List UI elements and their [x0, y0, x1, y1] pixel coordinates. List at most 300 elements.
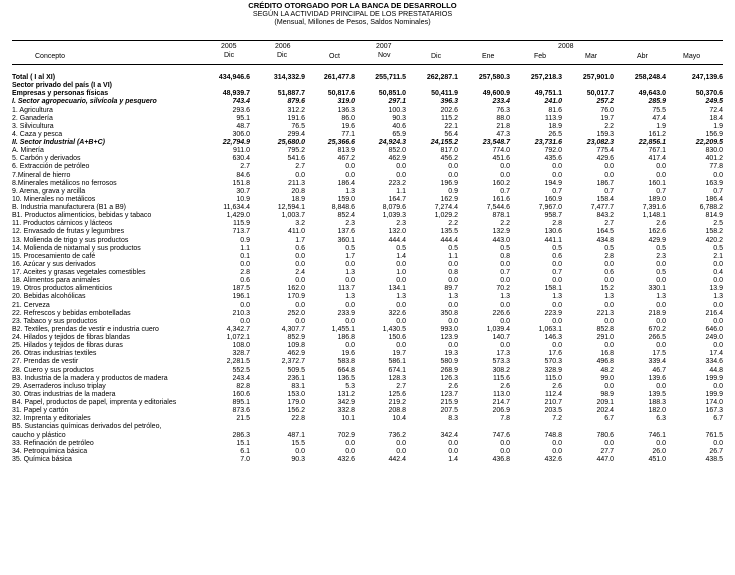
row-value: 0.0 — [604, 171, 614, 179]
row-value: 159.3 — [596, 130, 614, 138]
row-value: 0.0 — [713, 342, 723, 350]
row-value: 160.9 — [544, 195, 562, 203]
row-value: 434,946.6 — [218, 74, 250, 81]
row-value: 339.4 — [648, 358, 666, 366]
row-value: 736.2 — [388, 431, 406, 439]
row-value: 2.7 — [604, 220, 614, 228]
row-label: 6. Extracción de petróleo — [12, 163, 90, 171]
row-value: 432.6 — [337, 455, 355, 463]
row-label: 19. Otros productos alimenticios — [12, 285, 112, 293]
table-row — [12, 448, 723, 456]
row-value: 90.3 — [291, 455, 305, 463]
row-value: 0.5 — [448, 244, 458, 252]
row-value: 136.3 — [337, 106, 355, 114]
row-value: 334.6 — [705, 358, 723, 366]
row-value: 0.0 — [396, 301, 406, 309]
row-label: 21. Cerveza — [12, 301, 50, 309]
row-value: 0.7 — [656, 187, 666, 195]
row-value: 77.1 — [341, 130, 355, 138]
row-value: 293.6 — [232, 106, 250, 114]
row-value: 1,148.1 — [642, 212, 666, 220]
row-value: 646.0 — [705, 325, 723, 333]
table-row — [12, 399, 723, 407]
row-value: 0.0 — [656, 171, 666, 179]
row-value: 2.1 — [713, 252, 723, 260]
row-value: 65.9 — [392, 130, 406, 138]
row-value: 447.0 — [596, 455, 614, 463]
row-value: 170.9 — [287, 293, 305, 301]
row-value: 167.3 — [705, 407, 723, 415]
row-value: 19.7 — [392, 350, 406, 358]
row-value: 17.5 — [652, 350, 666, 358]
row-value: 21.5 — [236, 415, 250, 423]
row-value: 99.0 — [600, 374, 614, 382]
row-value: 22,209.5 — [695, 139, 723, 146]
row-value: 7.0 — [240, 455, 250, 463]
row-value: 89.7 — [444, 285, 458, 293]
row-value: 0.4 — [713, 269, 723, 276]
row-value: 0.0 — [552, 171, 562, 179]
row-value: 208.8 — [388, 407, 406, 415]
row-value: 0.0 — [345, 277, 355, 285]
row-value: 0.7 — [552, 269, 562, 276]
row-value: 7,477.7 — [590, 204, 614, 211]
row-label: 14. Molienda de nixtamal y sus productos — [12, 244, 141, 252]
row-value — [406, 423, 458, 431]
row-label: 17. Aceites y grasas vegetales comestibles — [12, 269, 146, 276]
row-value — [666, 423, 723, 431]
row-value: 7,391.6 — [642, 204, 666, 211]
row-value: 23,082.3 — [586, 139, 614, 146]
row-value: 285.9 — [648, 98, 666, 106]
table-row — [12, 334, 723, 342]
row-value: 2.8 — [552, 220, 562, 228]
row-value: 187.5 — [232, 285, 250, 293]
row-value: 1.9 — [713, 122, 723, 130]
row-value: 1,455.1 — [331, 325, 355, 333]
row-value: 843.2 — [596, 212, 614, 220]
row-value: 2.6 — [656, 220, 666, 228]
row-value: 1,039.3 — [382, 212, 406, 220]
month-header-oct: Oct — [329, 53, 340, 60]
table-row — [12, 204, 723, 212]
row-value: 81.6 — [548, 106, 562, 114]
row-value: 191.6 — [287, 114, 305, 122]
row-value: 40.6 — [392, 122, 406, 130]
row-label: 23. Tabaco y sus productos — [12, 317, 98, 325]
row-value: 0.8 — [500, 252, 510, 260]
row-value: 21.8 — [496, 122, 510, 130]
row-value: 86.0 — [341, 114, 355, 122]
row-value: 1.3 — [448, 293, 458, 301]
table-row — [12, 269, 723, 277]
row-value: 47.3 — [496, 130, 510, 138]
row-value: 0.0 — [713, 382, 723, 390]
table-row — [12, 115, 723, 123]
row-value: 22.8 — [291, 415, 305, 423]
month-header-mar: Mar — [585, 53, 598, 60]
row-value: 401.2 — [705, 155, 723, 163]
row-value: 255,711.5 — [375, 74, 406, 81]
year-2006: 2006 — [275, 43, 291, 50]
row-value: 586.1 — [388, 358, 406, 366]
row-label: A. Minería — [12, 147, 44, 155]
row-value: 451.0 — [648, 455, 666, 463]
row-value: 583.8 — [337, 358, 355, 366]
table-row — [12, 123, 723, 131]
row-value: 153.0 — [287, 390, 305, 398]
row-value: 429.9 — [648, 236, 666, 244]
row-value: 2.3 — [656, 252, 666, 260]
row-label: 32. Imprenta y editoriales — [12, 415, 91, 423]
row-value: 189.0 — [648, 195, 666, 203]
row-value: 156.2 — [287, 407, 305, 415]
row-value: 456.2 — [440, 155, 458, 163]
row-value: 0.5 — [396, 244, 406, 252]
row-value: 186.4 — [337, 179, 355, 187]
table-row — [12, 440, 723, 448]
row-label: 9. Arena, grava y arcilla — [12, 187, 86, 195]
row-value: 252.0 — [287, 309, 305, 317]
row-value: 1.4 — [448, 455, 458, 463]
row-value: 95.1 — [236, 114, 250, 122]
row-value: 24,155.2 — [430, 139, 458, 146]
row-value: 817.0 — [440, 147, 458, 155]
row-value: 319.0 — [337, 98, 355, 106]
row-label: 28. Cuero y sus productos — [12, 366, 94, 374]
row-value — [510, 423, 562, 431]
row-label: 33. Refinación de petróleo — [12, 439, 94, 447]
row-value: 0.0 — [240, 317, 250, 325]
row-value: 241.0 — [544, 98, 562, 106]
row-value: 0.0 — [713, 439, 723, 447]
row-value: 0.7 — [713, 187, 723, 195]
row-value: 0.0 — [656, 163, 666, 171]
row-value: 958.7 — [544, 212, 562, 220]
row-value: 396.3 — [440, 98, 458, 106]
row-value: 0.0 — [552, 439, 562, 447]
row-value: 6.3 — [656, 415, 666, 423]
row-value: 209.1 — [596, 399, 614, 406]
row-value: 257.2 — [596, 98, 614, 106]
row-value: 830.0 — [705, 147, 723, 155]
row-value: 15.2 — [600, 285, 614, 293]
month-header-2006-dic: Dic — [277, 52, 288, 59]
row-value: 0.0 — [448, 260, 458, 268]
row-value: 6.1 — [240, 447, 250, 455]
table-row — [12, 139, 723, 147]
row-value: 0.0 — [604, 342, 614, 350]
row-value: 420.2 — [705, 236, 723, 244]
row-value: 1.4 — [396, 252, 406, 260]
row-value: 0.0 — [713, 171, 723, 179]
row-value: 442.4 — [388, 455, 406, 463]
row-value: 186.4 — [705, 195, 723, 203]
row-value: 163.9 — [705, 179, 723, 187]
row-value: 132.9 — [492, 228, 510, 236]
row-value: 262,287.1 — [426, 74, 458, 81]
row-value: 0.0 — [552, 342, 562, 350]
table-row — [12, 155, 723, 163]
row-value: 417.4 — [648, 155, 666, 163]
row-value: 25,680.0 — [277, 139, 305, 146]
row-value: 0.0 — [713, 301, 723, 309]
row-value: 795.2 — [287, 147, 305, 155]
row-value: 115.9 — [233, 220, 250, 228]
row-value: 76.0 — [600, 106, 614, 114]
row-value: 7.2 — [552, 415, 562, 423]
row-value: 0.0 — [500, 163, 510, 171]
row-value: 130.6 — [544, 228, 562, 236]
row-value: 330.1 — [648, 285, 666, 293]
row-value: 50,370.6 — [695, 90, 723, 98]
row-value: 0.8 — [448, 269, 458, 276]
row-value: 509.5 — [287, 366, 305, 374]
row-value: 162.6 — [648, 228, 666, 236]
table-row — [12, 302, 723, 310]
row-value: 0.0 — [552, 163, 562, 171]
row-value: 4,307.7 — [281, 325, 305, 333]
row-value: 1.3 — [345, 187, 355, 195]
row-value: 257,218.3 — [530, 74, 562, 81]
row-value: 11,634.4 — [223, 204, 250, 211]
table-row — [12, 293, 723, 301]
row-value: 158.4 — [596, 195, 614, 203]
row-value: 100.3 — [388, 106, 406, 114]
row-value: 0.0 — [345, 439, 355, 447]
row-value: 196.1 — [232, 293, 250, 301]
table-row — [12, 253, 723, 261]
row-value: 132.0 — [388, 228, 406, 236]
row-value: 202.6 — [440, 106, 458, 114]
row-value: 761.5 — [705, 431, 723, 439]
report-title: CRÉDITO OTORGADO POR LA BANCA DE DESARROLLO — [248, 1, 457, 10]
row-value: 674.1 — [388, 366, 406, 374]
row-value: 221.3 — [596, 309, 614, 317]
table-row — [12, 285, 723, 293]
row-value: 6.7 — [604, 415, 614, 423]
row-value: 2.8 — [240, 269, 250, 276]
row-value: 182.0 — [648, 407, 666, 415]
row-value: 1.9 — [656, 122, 666, 130]
row-label: 11. Productos cárnicos y lácteos — [12, 220, 113, 228]
table-row — [12, 318, 723, 326]
row-value: 767.1 — [648, 147, 666, 155]
row-value: 552.5 — [232, 366, 250, 374]
row-value: 0.0 — [345, 342, 355, 350]
row-value: 17.4 — [709, 350, 723, 358]
row-value: 0.1 — [240, 252, 250, 260]
row-value: 0.0 — [396, 163, 406, 171]
row-value: 199.9 — [705, 374, 723, 382]
row-value: 115.6 — [493, 374, 510, 382]
row-value: 0.0 — [656, 260, 666, 268]
table-row — [12, 415, 723, 423]
row-value: 1.0 — [396, 269, 406, 276]
table-row — [12, 350, 723, 358]
row-value: 10.1 — [341, 415, 355, 423]
row-value: 444.4 — [388, 236, 406, 244]
row-value: 435.6 — [544, 155, 562, 163]
row-value: 236.1 — [287, 374, 305, 382]
row-value: 0.0 — [396, 317, 406, 325]
row-value: 0.0 — [500, 301, 510, 309]
row-value: 1,029.2 — [434, 212, 458, 220]
row-value: 0.0 — [295, 260, 305, 268]
row-value: 0.0 — [552, 260, 562, 268]
table-row — [12, 82, 723, 90]
row-value: 10.9 — [236, 195, 250, 203]
table-row — [12, 277, 723, 285]
row-value: 123.9 — [440, 334, 458, 341]
row-value: 223.2 — [388, 179, 406, 187]
row-value: 126.3 — [440, 374, 458, 382]
table-row — [12, 74, 723, 82]
row-value: 434.8 — [596, 236, 614, 244]
row-value: 1.3 — [345, 293, 355, 301]
row-value: 8,079.6 — [382, 204, 406, 211]
row-value: 0.5 — [500, 244, 510, 252]
row-label: Total ( I al XI) — [12, 74, 56, 81]
row-value: 125.6 — [388, 390, 406, 398]
row-value: 15.5 — [291, 439, 305, 447]
row-value: 10.4 — [392, 415, 406, 423]
row-value: 2.2 — [604, 122, 614, 130]
row-value: 852.8 — [596, 325, 614, 333]
row-value: 49,643.0 — [638, 90, 666, 98]
row-value — [192, 82, 250, 90]
concept-header: Concepto — [35, 53, 65, 60]
row-value: 0.0 — [448, 317, 458, 325]
row-value: 23,548.7 — [482, 139, 510, 146]
month-header-abr: Abr — [637, 53, 648, 60]
table-row — [12, 237, 723, 245]
row-value: 257,901.0 — [582, 74, 614, 81]
row-value: 249.5 — [705, 98, 723, 106]
row-value: 48,939.7 — [222, 90, 250, 98]
row-value: 0.0 — [396, 447, 406, 455]
row-value: 342.4 — [440, 431, 458, 439]
row-label: 3. Silvicultura — [12, 122, 54, 130]
row-value: 775.4 — [596, 147, 614, 155]
row-value — [458, 423, 510, 431]
row-value: 0.0 — [656, 301, 666, 309]
row-value: 196.9 — [440, 179, 458, 187]
row-value: 0.0 — [552, 447, 562, 455]
row-value: 0.0 — [295, 252, 305, 260]
table-row — [12, 391, 723, 399]
row-value: 0.0 — [604, 260, 614, 268]
row-value: 286.3 — [232, 431, 250, 439]
row-value — [355, 82, 406, 90]
row-value: 5.3 — [345, 382, 355, 390]
row-value: 115.2 — [441, 114, 458, 122]
row-label: B5. Sustancias químicas derivados del petróleo, — [12, 423, 162, 431]
row-value: 0.0 — [713, 260, 723, 268]
row-value: 151.8 — [232, 179, 250, 187]
row-value: 2,281.5 — [226, 358, 250, 366]
row-value: 50,817.6 — [327, 90, 355, 98]
row-value: 1,039.4 — [486, 325, 510, 333]
row-value: 83.1 — [291, 382, 305, 390]
table-row — [12, 98, 723, 106]
row-value: 780.6 — [596, 431, 614, 439]
row-value: 0.6 — [295, 244, 305, 252]
row-label: B. Industria manufacturera (B1 a B9) — [12, 204, 126, 211]
row-value: 19.6 — [341, 350, 355, 358]
table-row — [12, 383, 723, 391]
row-value: 0.0 — [448, 301, 458, 309]
row-value: 1.3 — [345, 269, 355, 276]
row-value — [305, 82, 355, 90]
table-row — [12, 423, 723, 431]
row-value: 76.5 — [291, 122, 305, 130]
row-value: 0.0 — [295, 301, 305, 309]
table-row — [12, 261, 723, 269]
row-value: 0.0 — [500, 317, 510, 325]
row-value: 8,848.6 — [331, 204, 355, 211]
row-value: 852.4 — [337, 212, 355, 220]
row-value: 1,429.0 — [226, 212, 250, 220]
row-value: 128.3 — [388, 374, 406, 382]
row-value: 2.6 — [552, 382, 562, 390]
row-value — [614, 82, 666, 90]
table-row — [12, 245, 723, 253]
row-label: B4. Papel, productos de papel, imprenta y editoriales — [12, 399, 177, 406]
table-row — [12, 367, 723, 375]
row-value: 0.7 — [500, 269, 510, 276]
row-value: 0.0 — [396, 342, 406, 350]
row-value: 0.0 — [656, 439, 666, 447]
row-value: 268.9 — [440, 366, 458, 374]
row-value: 186.8 — [337, 334, 355, 341]
row-value: 266.5 — [648, 334, 666, 341]
row-value: 48.7 — [236, 122, 250, 130]
row-value: 25,366.6 — [327, 139, 355, 146]
row-value: 0.0 — [448, 439, 458, 447]
row-value: 496.8 — [596, 358, 614, 366]
row-value: 2.5 — [713, 220, 723, 228]
row-value: 360.1 — [337, 236, 355, 244]
row-value: 164.7 — [388, 195, 406, 203]
row-value: 0.0 — [240, 260, 250, 268]
row-value: 2,372.7 — [281, 358, 305, 366]
row-value: 0.7 — [604, 187, 614, 195]
row-value — [305, 423, 355, 431]
row-value: 0.0 — [500, 171, 510, 179]
row-label: B3. Industria de la madera y productos de madera — [12, 374, 168, 382]
row-value: 216.4 — [705, 309, 723, 317]
row-value: 160.6 — [232, 390, 250, 398]
row-value: 444.4 — [440, 236, 458, 244]
row-value: 210.7 — [544, 399, 562, 406]
row-value: 0.0 — [396, 439, 406, 447]
row-value: 0.5 — [552, 244, 562, 252]
month-header-ene: Ene — [482, 53, 495, 60]
credit-table — [12, 74, 723, 464]
row-value: 0.0 — [656, 382, 666, 390]
row-value: 328.9 — [544, 366, 562, 374]
row-value: 342.9 — [337, 399, 355, 406]
row-value: 747.6 — [492, 431, 510, 439]
row-value — [562, 423, 614, 431]
row-value: 0.0 — [713, 317, 723, 325]
row-value: 18.4 — [709, 114, 723, 122]
row-value: 0.0 — [396, 260, 406, 268]
row-value: 911.0 — [233, 147, 250, 155]
row-value: 0.0 — [448, 342, 458, 350]
row-value: 226.6 — [492, 309, 510, 317]
